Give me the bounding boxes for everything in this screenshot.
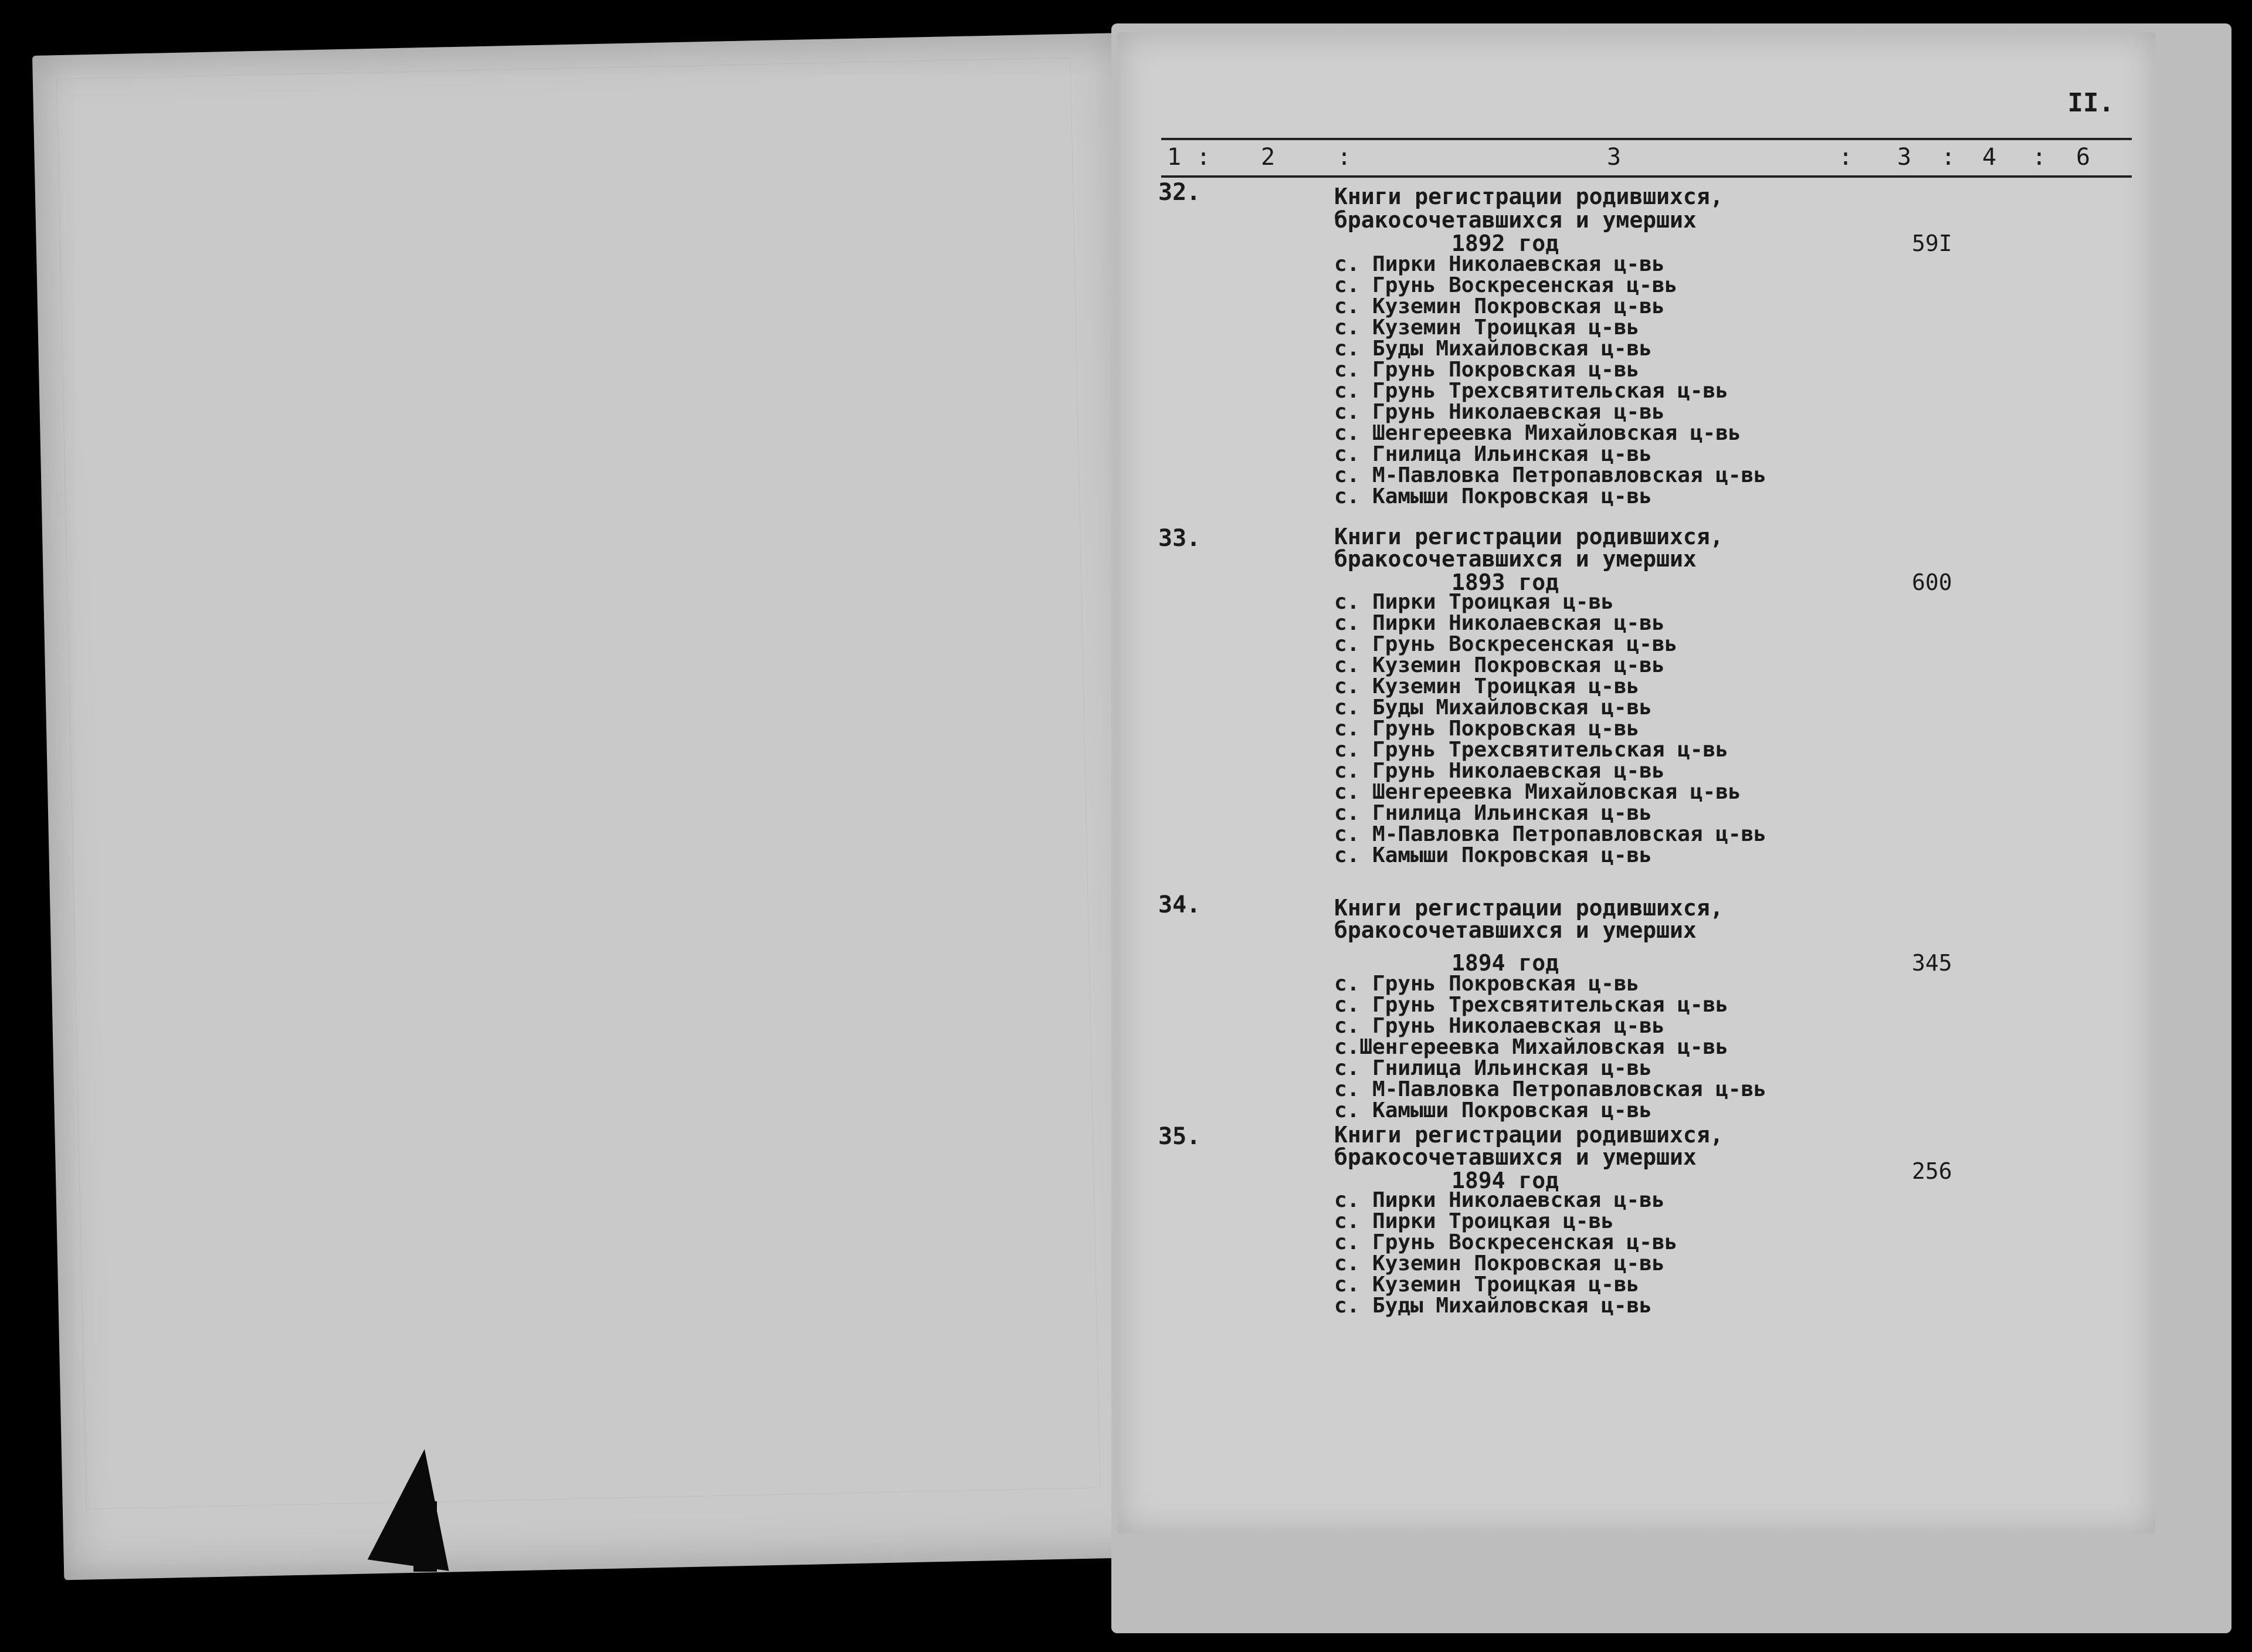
entry-title-line: Книги регистрации родившихся, <box>1334 1122 1724 1148</box>
church-list <box>1334 973 1766 1121</box>
church-item: с. Шенгереевка Михайловская ц-вь <box>1334 421 1741 445</box>
header-sep: : <box>1337 144 1352 171</box>
entry-count: 256 <box>1912 1158 1952 1184</box>
right-page <box>1117 32 2155 1534</box>
church-item: с. Грунь Николаевская ц-вь <box>1334 400 1665 424</box>
entry-number: 34. <box>1158 891 1201 918</box>
left-page <box>32 33 1155 1580</box>
entry-year: 1894 год <box>1451 1168 1559 1193</box>
church-item: с.Шенгереевка Михайловская ц-вь <box>1334 1035 1728 1059</box>
church-item: с. Буды Михайловская ц-вь <box>1334 337 1652 361</box>
church-item: с. Камыши Покровская ц-вь <box>1334 484 1652 508</box>
church-item: с. Камыши Покровская ц-вь <box>1334 843 1652 867</box>
church-item: с. Грунь Воскресенская ц-вь <box>1334 1230 1678 1254</box>
church-item: с. Пирки Троицкая ц-вь <box>1334 1209 1614 1233</box>
church-list <box>1334 254 1766 507</box>
church-item: с. Куземин Покровская ц-вь <box>1334 294 1665 318</box>
entry-number: 33. <box>1158 525 1201 552</box>
church-item: с. Грунь Покровская ц-вь <box>1334 972 1640 996</box>
church-item: с. Гнилица Ильинская ц-вь <box>1334 442 1652 466</box>
entry-number: 35. <box>1158 1123 1201 1150</box>
header-col: 3 <box>1897 144 1912 171</box>
church-item: с. М-Павловка Петропавловская ц-вь <box>1334 822 1766 846</box>
church-item: с. Буды Михайловская ц-вь <box>1334 696 1652 720</box>
church-item: с. Грунь Трехсвятительская ц-вь <box>1334 993 1728 1017</box>
church-item: с. Гнилица Ильинская ц-вь <box>1334 801 1652 825</box>
church-item: с. Куземин Троицкая ц-вь <box>1334 316 1640 340</box>
entry-title-line: бракосочетавшихся и умерших <box>1334 546 1697 572</box>
header-col: 1 <box>1167 144 1182 171</box>
entry-year: 1894 год <box>1451 950 1559 976</box>
church-item: с. Грунь Воскресенская ц-вь <box>1334 273 1678 297</box>
church-item: с. Грунь Николаевская ц-вь <box>1334 1014 1665 1038</box>
church-list <box>1334 592 1766 866</box>
church-item: с. Грунь Трехсвятительская ц-вь <box>1334 738 1728 762</box>
church-item: с. Куземин Троицкая ц-вь <box>1334 674 1640 698</box>
church-item: с. М-Павловка Петропавловская ц-вь <box>1334 463 1766 487</box>
entry-title-line: бракосочетавшихся и умерших <box>1334 207 1697 233</box>
church-item: с. Буды Михайловская ц-вь <box>1334 1294 1652 1318</box>
header-sep: : <box>1196 144 1211 171</box>
entry-title-line: Книги регистрации родившихся, <box>1334 184 1724 209</box>
column-header <box>1161 138 2132 178</box>
entry-title-line: Книги регистрации родившихся, <box>1334 524 1724 549</box>
church-item: с. Грунь Покровская ц-вь <box>1334 358 1640 382</box>
church-item: с. Куземин Троицкая ц-вь <box>1334 1273 1640 1297</box>
church-item: с. Пирки Николаевская ц-вь <box>1334 611 1665 635</box>
church-item: с. Грунь Николаевская ц-вь <box>1334 759 1665 783</box>
entry-number: 32. <box>1158 179 1201 206</box>
header-col: 6 <box>2076 144 2091 171</box>
church-list <box>1334 1190 1677 1317</box>
header-col: 2 <box>1261 144 1276 171</box>
church-item: с. Грунь Воскресенская ц-вь <box>1334 632 1678 656</box>
header-col: 3 <box>1607 144 1622 171</box>
church-item: с. Куземин Покровская ц-вь <box>1334 1251 1665 1276</box>
church-item: с. Пирки Николаевская ц-вь <box>1334 1188 1665 1212</box>
church-item: с. Шенгереевка Михайловская ц-вь <box>1334 780 1741 804</box>
binding-stub-inner <box>413 1501 437 1572</box>
entry-count: 345 <box>1912 950 1952 976</box>
church-item: с. Камыши Покровская ц-вь <box>1334 1098 1652 1122</box>
entry-title-line: Книги регистрации родившихся, <box>1334 895 1724 921</box>
entry-count: 59I <box>1912 230 1952 256</box>
church-item: с. Куземин Покровская ц-вь <box>1334 653 1665 677</box>
sheet-number: II. <box>2067 88 2114 118</box>
header-sep: : <box>1839 144 1853 171</box>
header-sep: : <box>2032 144 2047 171</box>
entry-year: 1893 год <box>1451 569 1559 595</box>
church-item: с. Грунь Покровская ц-вь <box>1334 717 1640 741</box>
bleed-through-text <box>446 200 999 1383</box>
header-col: 4 <box>1982 144 1997 171</box>
entry-title-line: бракосочетавшихся и умерших <box>1334 917 1697 943</box>
church-item: с. Гнилица Ильинская ц-вь <box>1334 1056 1652 1080</box>
header-sep: : <box>1941 144 1956 171</box>
church-item: с. Грунь Трехсвятительская ц-вь <box>1334 379 1728 403</box>
entry-title-line: бракосочетавшихся и умерших <box>1334 1144 1697 1170</box>
entry-year: 1892 год <box>1451 230 1559 256</box>
church-item: с. Пирки Николаевская ц-вь <box>1334 252 1665 276</box>
church-item: с. Пирки Троицкая ц-вь <box>1334 590 1614 614</box>
entry-count: 600 <box>1912 569 1952 595</box>
church-item: с. М-Павловка Петропавловская ц-вь <box>1334 1077 1766 1101</box>
